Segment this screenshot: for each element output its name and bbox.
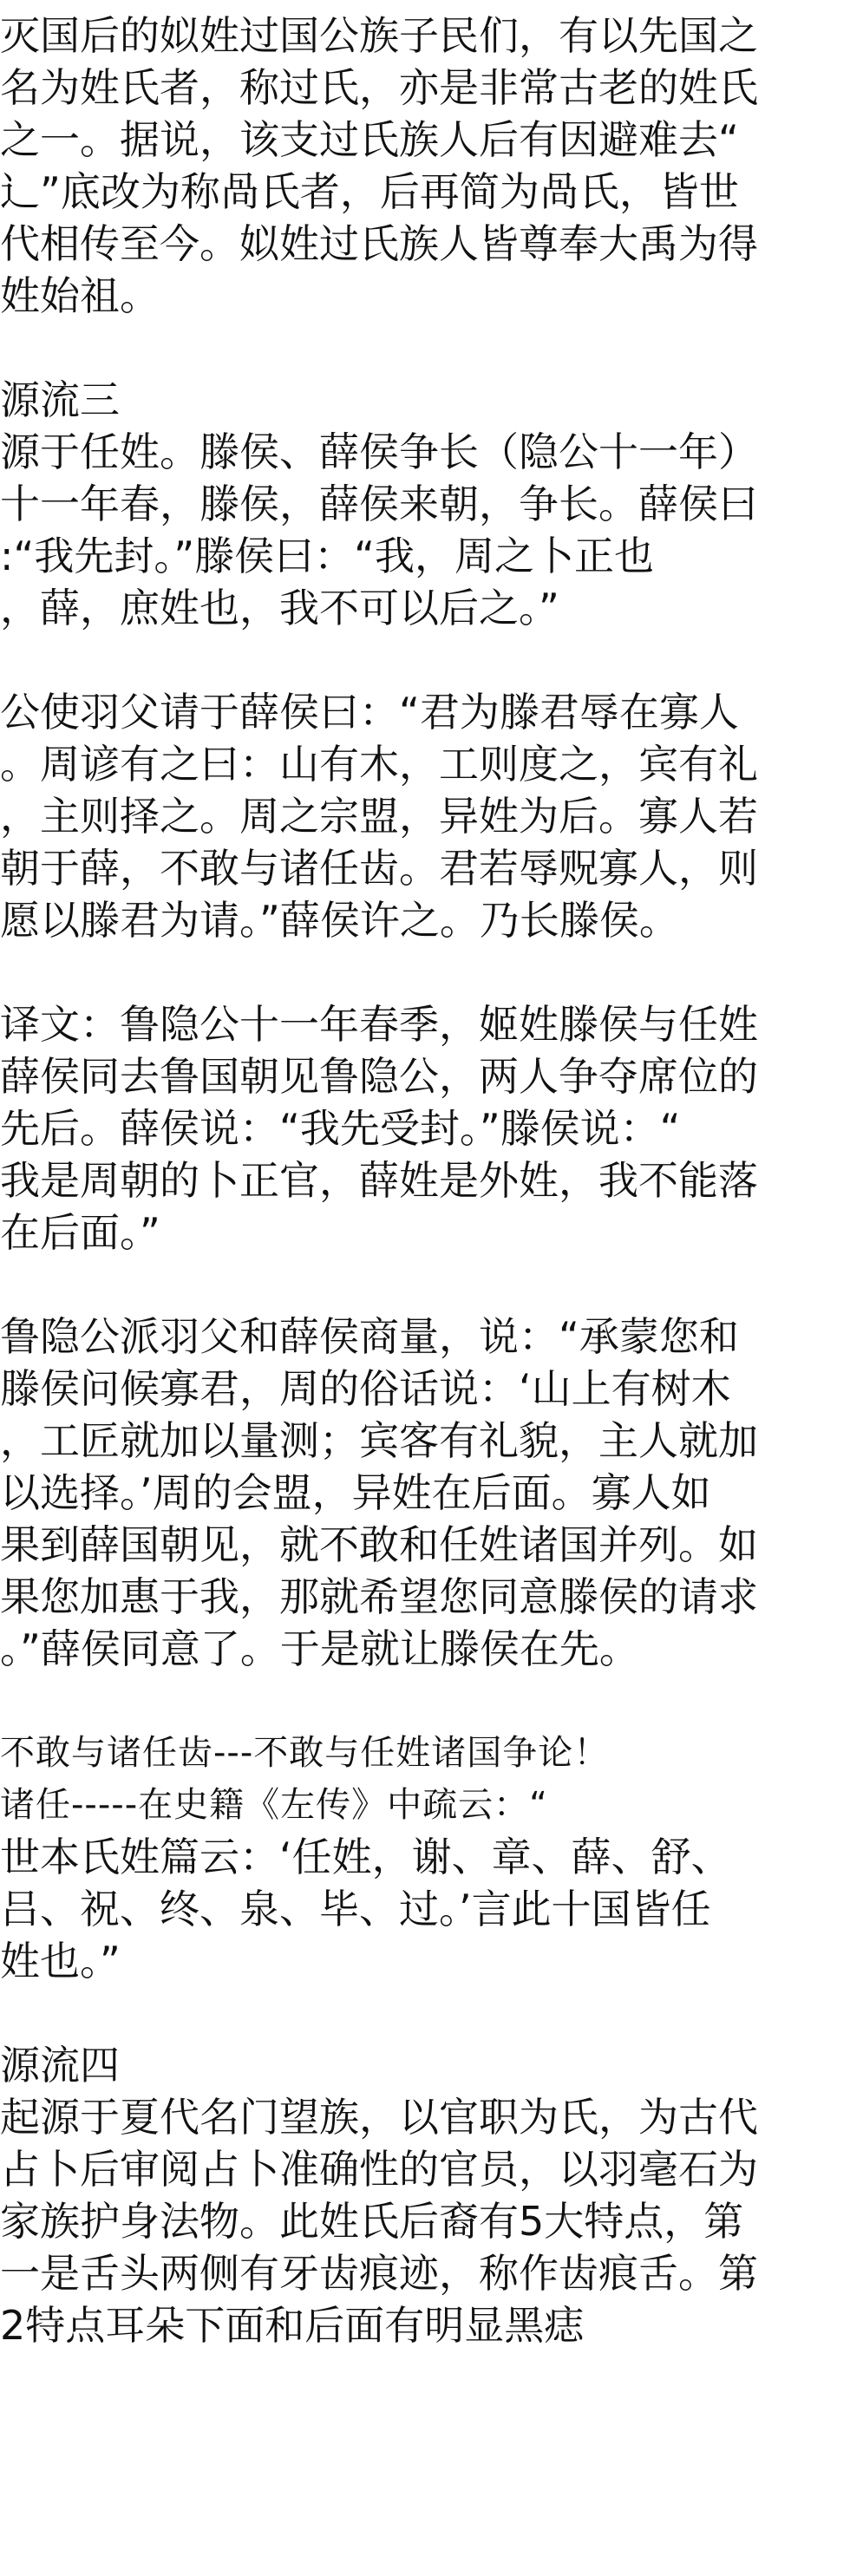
text-line: 在后面。” [0,1209,160,1256]
text-line: 滕侯问候寡君，周的俗话说：‘山上有树木 [0,1365,731,1412]
text-line: 先后。薛侯说：“我先受封。”滕侯说：“ [0,1105,681,1152]
text-line: 姓始祖。 [0,272,160,319]
text-line: 代相传至今。姒姓过氏族人皆尊奉大禹为得 [0,220,758,267]
text-line: 家族护身法物。此姓氏后裔有5大特点，第 [0,2198,744,2245]
text-line: 占卜后审阅占卜准确性的官员，以羽毫石为 [0,2146,758,2193]
text-line: 起源于夏代名门望族，以官职为氏，为古代 [0,2094,758,2141]
text-line: 朝于薛，不敢与诸任齿。君若辱贶寡人，则 [0,845,758,892]
text-line: ，工匠就加以量测；宾客有礼貌，主人就加 [0,1417,758,1464]
text-line: ，薛，庶姓也，我不可以后之。” [0,585,559,631]
text-line: 不敢与诸任齿---不敢与任姓诸国争论！ [0,1733,610,1773]
text-line: 源于任姓。滕侯、薛侯争长（隐公十一年） [0,428,758,475]
text-line: :“我先封。”滕侯曰：“我，周之卜正也 [0,533,654,579]
text-line: 译文：鲁隐公十一年春季，姬姓滕侯与任姓 [0,1001,758,1048]
text-line: 。”薛侯同意了。于是就让滕侯在先。 [0,1625,639,1672]
text-line: 果到薛国朝见，就不敢和任姓诸国并列。如 [0,1521,758,1568]
text-line: 姓也。” [0,1938,121,1984]
text-line: 果您加惠于我，那就希望您同意滕侯的请求 [0,1573,758,1620]
text-line: 吕、祝、终、泉、毕、过。’言此十国皆任 [0,1886,711,1932]
text-line: 世本氏姓篇云：‘任姓，谢、章、薛、舒、 [0,1834,731,1880]
text-line: 以选择。’周的会盟，异姓在后面。寡人如 [0,1469,711,1516]
text-line: 我是周朝的卜正官，薛姓是外姓，我不能落 [0,1157,758,1204]
section-heading: 源流四 [0,2042,120,2089]
text-line: 十一年春，滕侯，薛侯来朝，争长。薛侯曰 [0,481,758,527]
text-line: 灭国后的姒姓过国公族子民们，有以先国之 [0,12,758,59]
text-line: 诸任-----在史籍《左传》中疏云：“ [0,1785,548,1825]
section-heading: 源流三 [0,376,120,423]
text-line: 公使羽父请于薛侯曰：“君为滕君辱在寡人 [0,689,739,736]
text-line: 愿以滕君为请。”薛侯许之。乃长滕侯。 [0,897,679,944]
text-line: ，主则择之。周之宗盟，异姓为后。寡人若 [0,793,758,840]
text-line: 2特点耳朵下面和后面有明显黑痣 [0,2302,585,2349]
text-line: 之一。据说，该支过氏族人后有因避难去“ [0,116,739,163]
text-line: 鲁隐公派羽父和薛侯商量，说：“承蒙您和 [0,1313,739,1360]
text-line: 。周谚有之曰：山有木，工则度之，宾有礼 [0,741,758,788]
text-line: 薛侯同去鲁国朝见鲁隐公，两人争夺席位的 [0,1053,758,1100]
text-line: 一是舌头两侧有牙齿痕迹，称作齿痕舌。第 [0,2250,758,2297]
text-line: 辶”底改为称咼氏者，后再简为咼氏，皆世 [0,168,739,215]
text-line: 名为姓氏者，称过氏，亦是非常古老的姓氏 [0,64,758,111]
